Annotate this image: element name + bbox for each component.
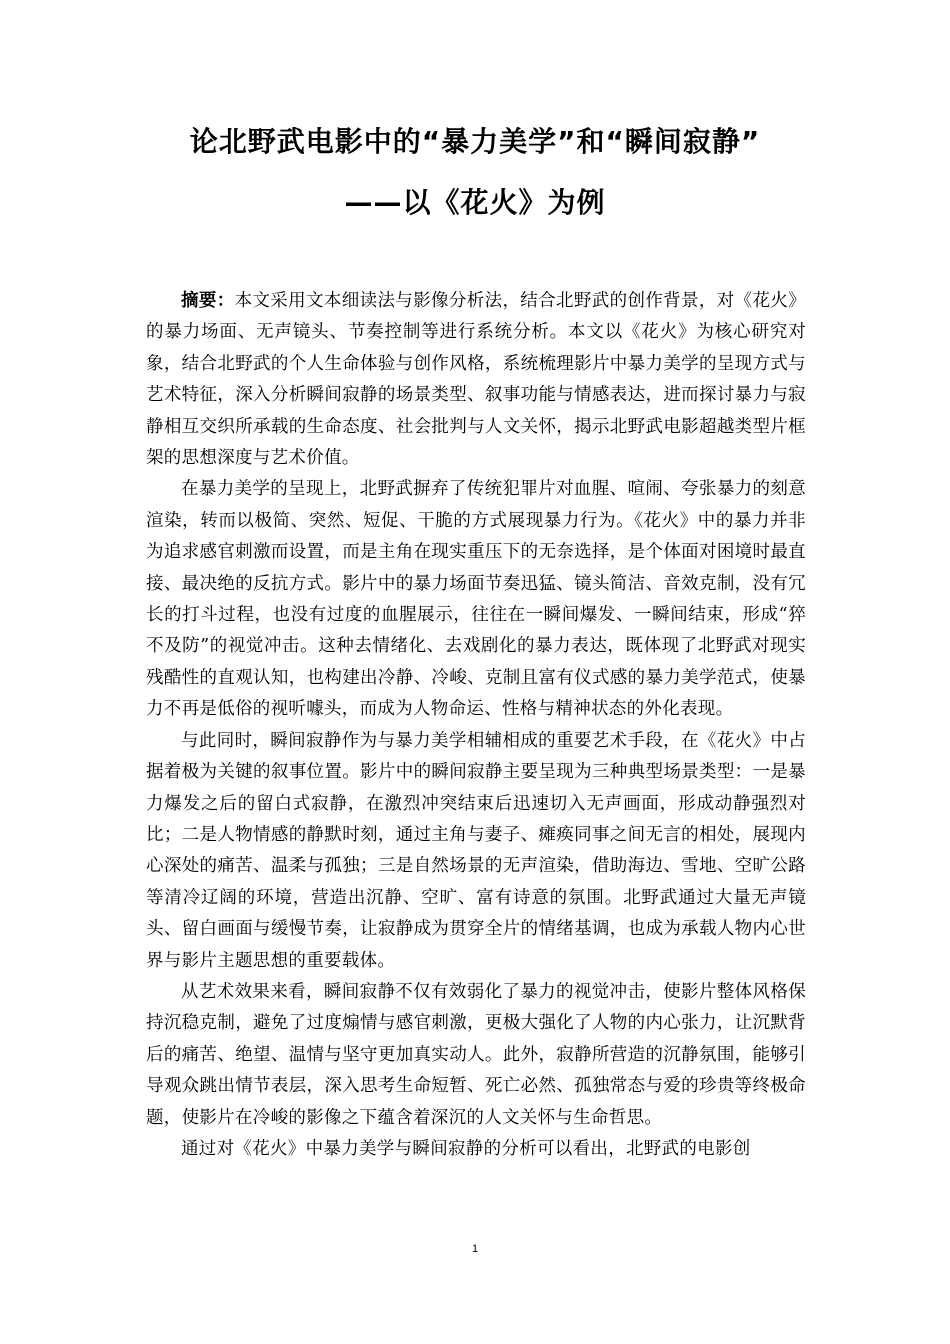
page-subtitle: ——以《花火》为例 xyxy=(344,186,606,219)
abstract-label: 摘要： xyxy=(181,291,235,311)
body-paragraph-silence: 与此同时，瞬间寂静作为与暴力美学相辅相成的重要艺术手段，在《花火》中占据着极为关键的叙事位置。影片中的瞬间寂静主要呈现为三种典型场景类型：一是暴力爆发之后的留白式寂静，在激烈冲突结束后迅速切入无声画面，形成动静强烈对比；二是人物情感的静默时刻，通过主角与妻子、瘫痪同事之间无言的相处，展现内心深处的痛苦、温柔与孤独；三是自然场景的无声渲染，借助海边、雪地、空旷公路等清冷辽阔的环境，营造出沉静、空旷、富有诗意的氛围。北野武通过大量无声镜头、留白画面与缓慢节奏，让寂静成为贯穿全片的情绪基调，也成为承载人物内心世界与影片主题思想的重要载体。 xyxy=(146,730,806,971)
page-number: 1 xyxy=(471,1243,479,1255)
body-paragraph-conclusion: 通过对《花火》中暴力美学与瞬间寂静的分析可以看出，北野武的电影创 xyxy=(181,1138,751,1159)
body-paragraph-violence: 在暴力美学的呈现上，北野武摒弃了传统犯罪片对血腥、喧闹、夸张暴力的刻意渲染，转而以极简、突然、短促、干脆的方式展现暴力行为。《花火》中的暴力并非为追求感官刺激而设置，而是主角在现实重压下的无奈选择，是个体面对困境时最直接、最决绝的反抗方式。影片中的暴力场面节奏迅猛、镜头简洁、音效克制，没有冗长的打斗过程，也没有过度的血腥展示，往往在一瞬间爆发、一瞬间结束，形成“猝不及防”的视觉冲击。这种去情绪化、去戏剧化的暴力表达，既体现了北野武对现实残酷性的直观认知，也构建出冷静、冷峻、克制且富有仪式感的暴力美学范式，使暴力不再是低俗的视听噱头，而成为人物命运、性格与精神状态的外化表现。 xyxy=(146,479,806,720)
abstract-paragraph xyxy=(146,286,806,474)
document-body xyxy=(146,286,806,1165)
body-paragraph-effect: 从艺术效果来看，瞬间寂静不仅有效弱化了暴力的视觉冲击，使影片整体风格保持沉稳克制，避免了过度煽情与感官刺激，更极大强化了人物的内心张力，让沉默背后的痛苦、绝望、温情与坚守更加真实动人。此外，寂静所营造的沉静氛围，能够引导观众跳出情节表层，深入思考生命短暂、死亡必然、孤独常态与爱的珍贵等终极命题，使影片在冷峻的影像之下蕴含着深沉的人文关怀与生命哲思。 xyxy=(146,981,806,1128)
page-title: 论北野武电影中的“暴力美学”和“瞬间寂静” xyxy=(189,125,761,158)
abstract-text: 本文采用文本细读法与影像分析法，结合北野武的创作背景，对《花火》的暴力场面、无声镜头、节奏控制等进行系统分析。本文以《花火》为核心研究对象，结合北野武的个人生命体验与创作风格，系统梳理影片中暴力美学的呈现方式与艺术特征，深入分析瞬间寂静的场景类型、叙事功能与情感表达，进而探讨暴力与寂静相互交织所承载的生命态度、社会批判与人文关怀，揭示北野武电影超越类型片框架的思想深度与艺术价值。 xyxy=(146,291,806,469)
